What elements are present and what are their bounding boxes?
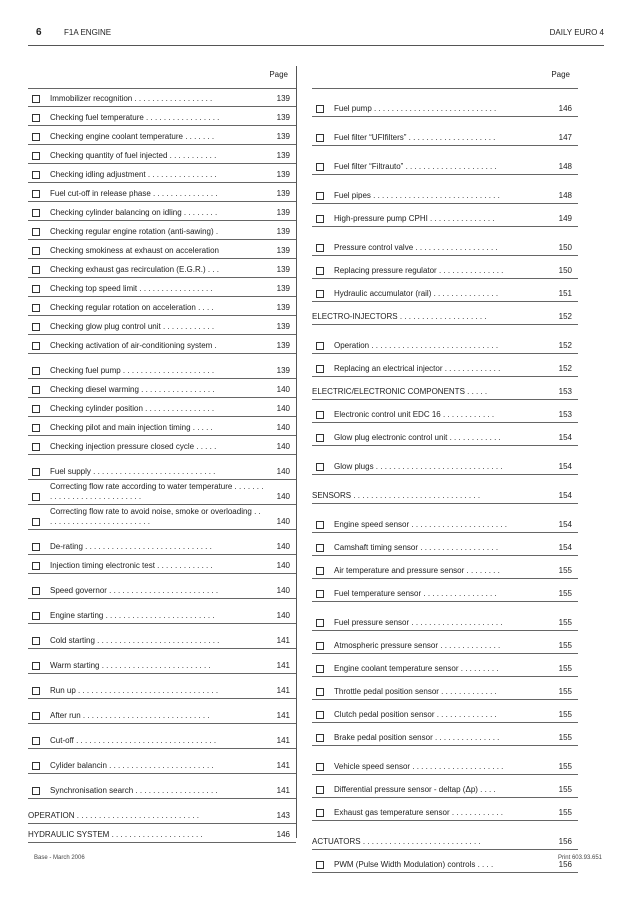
entry-title: Injection timing electronic test . . . . . . . . . . . . . <box>50 561 213 570</box>
entry-page-number: 141 <box>276 736 290 745</box>
toc-entry-row <box>28 145 296 164</box>
checkbox-icon <box>32 304 40 312</box>
entry-page-number: 139 <box>276 366 290 375</box>
entry-page-number: 140 <box>276 423 290 432</box>
checkbox-icon <box>32 543 40 551</box>
checkbox-icon <box>32 190 40 198</box>
toc-entry-row <box>312 775 578 798</box>
checkbox-icon <box>316 342 324 350</box>
checkbox-icon <box>316 544 324 552</box>
entry-page-number: 153 <box>558 387 572 396</box>
page-label-right: Page <box>551 70 570 79</box>
toc-entry-row <box>312 579 578 602</box>
entry-title: Warm starting . . . . . . . . . . . . . . . . . . . . . . . . . <box>50 661 211 670</box>
toc-entry-row <box>312 175 578 204</box>
entry-page-number: 139 <box>276 208 290 217</box>
entry-page-number: 139 <box>276 94 290 103</box>
toc-entry-row <box>28 126 296 145</box>
entry-page-number: 141 <box>276 686 290 695</box>
checkbox-icon <box>316 786 324 794</box>
entry-title: Speed governor . . . . . . . . . . . . . . . . . . . . . . . . . <box>50 586 219 595</box>
entry-title: SENSORS . . . . . . . . . . . . . . . . . . . . . . . . . . . . . <box>312 491 481 500</box>
checkbox-icon <box>316 134 324 142</box>
toc-entry-row <box>28 674 296 699</box>
checkbox-icon <box>316 244 324 252</box>
entry-title: Immobilizer recognition . . . . . . . . . . . . . . . . . . <box>50 94 213 103</box>
toc-entry-row <box>312 227 578 256</box>
page-label-left: Page <box>269 70 288 79</box>
toc-entry-row <box>28 624 296 649</box>
entry-title: Replacing an electrical injector . . . . . . . . . . . . . <box>334 364 501 373</box>
toc-entry-row <box>28 749 296 774</box>
entry-title: HYDRAULIC SYSTEM . . . . . . . . . . . . . . . . . . . . . <box>28 830 203 839</box>
entry-page-number: 141 <box>276 761 290 770</box>
entry-title: PWM (Pulse Width Modulation) controls . . . . <box>334 860 494 869</box>
toc-entry-row <box>28 599 296 624</box>
entry-title: Engine starting . . . . . . . . . . . . . . . . . . . . . . . . . <box>50 611 215 620</box>
checkbox-icon <box>32 737 40 745</box>
entry-page-number: 139 <box>276 246 290 255</box>
checkbox-icon <box>316 411 324 419</box>
entry-title: Engine coolant temperature sensor . . . . . . . . . <box>334 664 499 673</box>
entry-page-number: 140 <box>276 586 290 595</box>
entry-title: Checking cylinder position . . . . . . . . . . . . . . . . <box>50 404 215 413</box>
entry-page-number: 146 <box>276 830 290 839</box>
checkbox-icon <box>316 365 324 373</box>
toc-entry-row <box>28 699 296 724</box>
entry-page-number: 148 <box>558 162 572 171</box>
checkbox-icon <box>32 133 40 141</box>
entry-title: Glow plugs . . . . . . . . . . . . . . . . . . . . . . . . . . . . . <box>334 462 503 471</box>
entry-page-number: 149 <box>558 214 572 223</box>
entry-page-number: 154 <box>558 520 572 529</box>
toc-entry-row <box>28 774 296 799</box>
checkbox-icon <box>316 163 324 171</box>
entry-title: Checking smokiness at exhaust on acceleration <box>50 246 219 255</box>
entry-page-number: 139 <box>276 113 290 122</box>
toc-entry-row <box>312 533 578 556</box>
checkbox-icon <box>316 290 324 298</box>
entry-page-number: 139 <box>276 151 290 160</box>
toc-entry-row <box>312 556 578 579</box>
checkbox-icon <box>32 152 40 160</box>
checkbox-icon <box>32 662 40 670</box>
entry-page-number: 151 <box>558 289 572 298</box>
checkbox-icon <box>32 687 40 695</box>
toc-entry-row <box>312 256 578 279</box>
checkbox-icon <box>32 228 40 236</box>
checkbox-icon <box>32 323 40 331</box>
checkbox-icon <box>32 493 40 501</box>
entry-page-number: 155 <box>558 641 572 650</box>
entry-title: Throttle pedal position sensor . . . . . . . . . . . . . <box>334 687 497 696</box>
entry-title: ELECTRIC/ELECTRONIC COMPONENTS . . . . . <box>312 387 488 396</box>
entry-page-number: 141 <box>276 661 290 670</box>
toc-entry-row <box>28 555 296 574</box>
checkbox-icon <box>32 367 40 375</box>
entry-page-number: 156 <box>558 860 572 869</box>
entry-page-number: 139 <box>276 227 290 236</box>
entry-page-number: 140 <box>276 517 290 526</box>
checkbox-icon <box>316 711 324 719</box>
checkbox-icon <box>32 762 40 770</box>
entry-title: Cold starting . . . . . . . . . . . . . . . . . . . . . . . . . . . . <box>50 636 220 645</box>
entry-title: Brake pedal position sensor . . . . . . . . . . . . . . . <box>334 733 500 742</box>
entry-title: Run up . . . . . . . . . . . . . . . . . . . . . . . . . . . . . . . . <box>50 686 219 695</box>
entry-title: Atmospheric pressure sensor . . . . . . . . . . . . . . <box>334 641 501 650</box>
entry-title: Fuel supply . . . . . . . . . . . . . . . . . . . . . . . . . . . . <box>50 467 216 476</box>
entry-page-number: 147 <box>558 133 572 142</box>
entry-title: Correcting flow rate to avoid noise, smoke or overloading . . . . . . . . . . . . . . . . . . . . . . . . . <box>50 507 261 526</box>
left-entry-list <box>28 88 296 843</box>
checkbox-icon <box>32 443 40 451</box>
entry-page-number: 155 <box>558 687 572 696</box>
toc-entry-row <box>28 240 296 259</box>
checkbox-icon <box>32 424 40 432</box>
toc-entry-row <box>28 164 296 183</box>
entry-title: Fuel pump . . . . . . . . . . . . . . . . . . . . . . . . . . . . <box>334 104 497 113</box>
toc-entry-row <box>312 723 578 746</box>
entry-title: Checking quantity of fuel injected . . . . . . . . . . . <box>50 151 217 160</box>
entry-title: Fuel pipes . . . . . . . . . . . . . . . . . . . . . . . . . . . . . <box>334 191 500 200</box>
entry-page-number: 155 <box>558 589 572 598</box>
checkbox-icon <box>32 712 40 720</box>
entry-title: ACTUATORS . . . . . . . . . . . . . . . . . . . . . . . . . . . <box>312 837 481 846</box>
toc-entry-row <box>312 446 578 475</box>
toc-entry-row <box>28 480 296 505</box>
entry-page-number: 146 <box>558 104 572 113</box>
header-title: F1A ENGINE <box>64 28 112 37</box>
toc-entry-row <box>312 798 578 821</box>
toc-entry-row <box>28 107 296 126</box>
column-divider <box>296 66 297 838</box>
checkbox-icon <box>316 861 324 869</box>
checkbox-icon <box>32 342 40 350</box>
entry-page-number: 154 <box>558 491 572 500</box>
checkbox-icon <box>316 642 324 650</box>
entry-title: Fuel pressure sensor . . . . . . . . . . . . . . . . . . . . . <box>334 618 503 627</box>
checkbox-icon <box>32 386 40 394</box>
entry-page-number: 152 <box>558 364 572 373</box>
toc-entry-row <box>312 400 578 423</box>
toc-section-row <box>312 475 578 504</box>
entry-title: De-rating . . . . . . . . . . . . . . . . . . . . . . . . . . . . . <box>50 542 212 551</box>
toc-entry-row <box>28 379 296 398</box>
entry-page-number: 156 <box>558 837 572 846</box>
entry-title: Checking glow plug control unit . . . . . . . . . . . . <box>50 322 215 331</box>
entry-title: Fuel cut-off in release phase . . . . . . . . . . . . . . . <box>50 189 218 198</box>
toc-entry-row <box>312 654 578 677</box>
toc-section-row <box>312 821 578 850</box>
entry-title: Checking engine coolant temperature . . . . . . . <box>50 132 215 141</box>
checkbox-icon <box>316 619 324 627</box>
toc-entry-row <box>312 204 578 227</box>
entry-title: After run . . . . . . . . . . . . . . . . . . . . . . . . . . . . . <box>50 711 210 720</box>
checkbox-icon <box>32 787 40 795</box>
toc-entry-row <box>28 398 296 417</box>
entry-page-number: 155 <box>558 785 572 794</box>
entry-page-number: 154 <box>558 543 572 552</box>
entry-title: Correcting flow rate according to water temperature . . . . . . . . . . . . . . . . . . . . . . . . . . . . <box>50 482 264 501</box>
footer-left: Base - March 2006 <box>34 855 85 861</box>
entry-page-number: 155 <box>558 808 572 817</box>
checkbox-icon <box>32 266 40 274</box>
toc-entry-row <box>312 631 578 654</box>
entry-page-number: 140 <box>276 542 290 551</box>
toc-entry-row <box>28 335 296 354</box>
entry-title: Replacing pressure regulator . . . . . . . . . . . . . . . <box>334 266 504 275</box>
checkbox-icon <box>32 285 40 293</box>
footer-right: Print 603.93.651 <box>557 855 602 861</box>
entry-page-number: 139 <box>276 322 290 331</box>
toc-entry-row <box>28 574 296 599</box>
toc-entry-row <box>28 297 296 316</box>
entry-page-number: 140 <box>276 442 290 451</box>
entry-title: Checking fuel pump . . . . . . . . . . . . . . . . . . . . . <box>50 366 215 375</box>
entry-page-number: 148 <box>558 191 572 200</box>
entry-page-number: 140 <box>276 467 290 476</box>
entry-page-number: 139 <box>276 303 290 312</box>
entry-title: Camshaft timing sensor . . . . . . . . . . . . . . . . . . <box>334 543 499 552</box>
checkbox-icon <box>316 763 324 771</box>
toc-section-row <box>28 824 296 843</box>
entry-page-number: 139 <box>276 132 290 141</box>
toc-entry-row <box>312 279 578 302</box>
checkbox-icon <box>32 562 40 570</box>
checkbox-icon <box>316 267 324 275</box>
entry-title: Checking exhaust gas recirculation (E.G.R.) . . . <box>50 265 219 274</box>
toc-section-row <box>312 377 578 400</box>
checkbox-icon <box>32 637 40 645</box>
entry-page-number: 155 <box>558 618 572 627</box>
page-number: 6 <box>36 27 42 38</box>
checkbox-icon <box>32 95 40 103</box>
toc-entry-row <box>28 530 296 555</box>
toc-entry-row <box>28 354 296 379</box>
checkbox-icon <box>316 105 324 113</box>
toc-entry-row <box>312 504 578 533</box>
checkbox-icon <box>32 209 40 217</box>
entry-page-number: 150 <box>558 243 572 252</box>
checkbox-icon <box>32 612 40 620</box>
entry-title: Fuel temperature sensor . . . . . . . . . . . . . . . . . <box>334 589 497 598</box>
toc-entry-row <box>312 700 578 723</box>
toc-entry-row <box>312 117 578 146</box>
toc-entry-row <box>312 602 578 631</box>
checkbox-icon <box>32 405 40 413</box>
entry-title: Checking idling adjustment . . . . . . . . . . . . . . . . <box>50 170 217 179</box>
entry-page-number: 139 <box>276 341 290 350</box>
toc-entry-row <box>312 146 578 175</box>
toc-entry-row <box>28 724 296 749</box>
entry-title: Checking regular rotation on acceleration . . . . <box>50 303 214 312</box>
checkbox-icon <box>316 809 324 817</box>
toc-entry-row <box>312 88 578 117</box>
toc-entry-row <box>312 325 578 354</box>
toc-entry-row <box>28 505 296 530</box>
toc-entry-row <box>312 423 578 446</box>
entry-page-number: 154 <box>558 462 572 471</box>
entry-title: Checking fuel temperature . . . . . . . . . . . . . . . . . <box>50 113 220 122</box>
checkbox-icon <box>316 521 324 529</box>
entry-title: Operation . . . . . . . . . . . . . . . . . . . . . . . . . . . . . <box>334 341 499 350</box>
checkbox-icon <box>316 215 324 223</box>
entry-page-number: 139 <box>276 170 290 179</box>
checkbox-icon <box>316 665 324 673</box>
entry-title: Fuel filter “Filtrauto” . . . . . . . . . . . . . . . . . . . . . <box>334 162 497 171</box>
entry-page-number: 143 <box>276 811 290 820</box>
entry-page-number: 140 <box>276 404 290 413</box>
entry-page-number: 155 <box>558 733 572 742</box>
entry-title: Checking cylinder balancing on idling . . . . . . . . <box>50 208 218 217</box>
entry-page-number: 140 <box>276 611 290 620</box>
toc-entry-row <box>28 183 296 202</box>
entry-title: Fuel filter “UFIfilters” . . . . . . . . . . . . . . . . . . . . <box>334 133 496 142</box>
toc-entry-row <box>28 202 296 221</box>
entry-title: ELECTRO-INJECTORS . . . . . . . . . . . . . . . . . . . . <box>312 312 487 321</box>
entry-title: Hydraulic accumulator (rail) . . . . . . . . . . . . . . . <box>334 289 499 298</box>
entry-title: OPERATION . . . . . . . . . . . . . . . . . . . . . . . . . . . . <box>28 811 199 820</box>
entry-title: Checking activation of air-conditioning system . <box>50 341 217 350</box>
checkbox-icon <box>316 734 324 742</box>
toc-entry-row <box>28 417 296 436</box>
entry-page-number: 155 <box>558 566 572 575</box>
entry-title: Checking pilot and main injection timing . . . . . <box>50 423 213 432</box>
checkbox-icon <box>316 192 324 200</box>
toc-entry-row <box>28 316 296 335</box>
entry-title: Clutch pedal position sensor . . . . . . . . . . . . . . <box>334 710 497 719</box>
entry-page-number: 152 <box>558 341 572 350</box>
header-right: DAILY EURO 4 <box>549 28 604 37</box>
checkbox-icon <box>32 518 40 526</box>
right-toc-column <box>312 66 578 873</box>
entry-page-number: 139 <box>276 189 290 198</box>
toc-entry-row <box>28 455 296 480</box>
toc-entry-row <box>28 278 296 297</box>
toc-section-row <box>312 302 578 325</box>
entry-title: Checking diesel warming . . . . . . . . . . . . . . . . . <box>50 385 215 394</box>
entry-page-number: 155 <box>558 762 572 771</box>
toc-entry-row <box>28 221 296 240</box>
toc-entry-row <box>28 649 296 674</box>
checkbox-icon <box>316 434 324 442</box>
toc-entry-row <box>312 354 578 377</box>
entry-page-number: 141 <box>276 786 290 795</box>
entry-title: Air temperature and pressure sensor . . . . . . . . <box>334 566 500 575</box>
checkbox-icon <box>32 587 40 595</box>
entry-title: Electronic control unit EDC 16 . . . . . . . . . . . . <box>334 410 495 419</box>
entry-page-number: 140 <box>276 492 290 501</box>
entry-page-number: 152 <box>558 312 572 321</box>
checkbox-icon <box>32 247 40 255</box>
left-toc-column <box>28 66 296 843</box>
entry-page-number: 141 <box>276 636 290 645</box>
entry-title: High-pressure pump CPHI . . . . . . . . . . . . . . . <box>334 214 495 223</box>
entry-title: Engine speed sensor . . . . . . . . . . . . . . . . . . . . . . <box>334 520 507 529</box>
entry-title: Vehicle speed sensor . . . . . . . . . . . . . . . . . . . . . <box>334 762 504 771</box>
entry-title: Cut-off . . . . . . . . . . . . . . . . . . . . . . . . . . . . . . . . <box>50 736 217 745</box>
toc-entry-row <box>28 259 296 278</box>
entry-title: Checking injection pressure closed cycle . . . . . <box>50 442 217 451</box>
entry-title: Checking top speed limit . . . . . . . . . . . . . . . . . <box>50 284 213 293</box>
toc-entry-row <box>28 88 296 107</box>
entry-page-number: 139 <box>276 265 290 274</box>
entry-title: Synchronisation search . . . . . . . . . . . . . . . . . . . <box>50 786 218 795</box>
checkbox-icon <box>32 114 40 122</box>
checkbox-icon <box>316 463 324 471</box>
checkbox-icon <box>316 567 324 575</box>
checkbox-icon <box>32 171 40 179</box>
entry-page-number: 140 <box>276 561 290 570</box>
toc-section-row <box>28 799 296 824</box>
checkbox-icon <box>316 688 324 696</box>
entry-page-number: 139 <box>276 284 290 293</box>
entry-page-number: 154 <box>558 433 572 442</box>
toc-entry-row <box>28 436 296 455</box>
toc-entry-row <box>312 677 578 700</box>
entry-title: Differential pressure sensor - deltap (Δp) . . . . <box>334 785 496 794</box>
entry-title: Cylider balancin . . . . . . . . . . . . . . . . . . . . . . . . <box>50 761 214 770</box>
entry-page-number: 150 <box>558 266 572 275</box>
page-header <box>36 27 604 45</box>
right-entry-list <box>312 88 578 873</box>
entry-title: Checking regular engine rotation (anti-sawing) . <box>50 227 219 236</box>
checkbox-icon <box>316 590 324 598</box>
entry-page-number: 155 <box>558 710 572 719</box>
entry-title: Glow plug electronic control unit . . . . . . . . . . . . <box>334 433 501 442</box>
checkbox-icon <box>32 468 40 476</box>
entry-page-number: 140 <box>276 385 290 394</box>
entry-page-number: 153 <box>558 410 572 419</box>
toc-entry-row <box>312 746 578 775</box>
entry-title: Exhaust gas temperature sensor . . . . . . . . . . . . <box>334 808 503 817</box>
header-divider <box>28 45 604 46</box>
entry-page-number: 155 <box>558 664 572 673</box>
toc-entry-row <box>312 850 578 873</box>
entry-title: Pressure control valve . . . . . . . . . . . . . . . . . . . <box>334 243 498 252</box>
entry-page-number: 141 <box>276 711 290 720</box>
